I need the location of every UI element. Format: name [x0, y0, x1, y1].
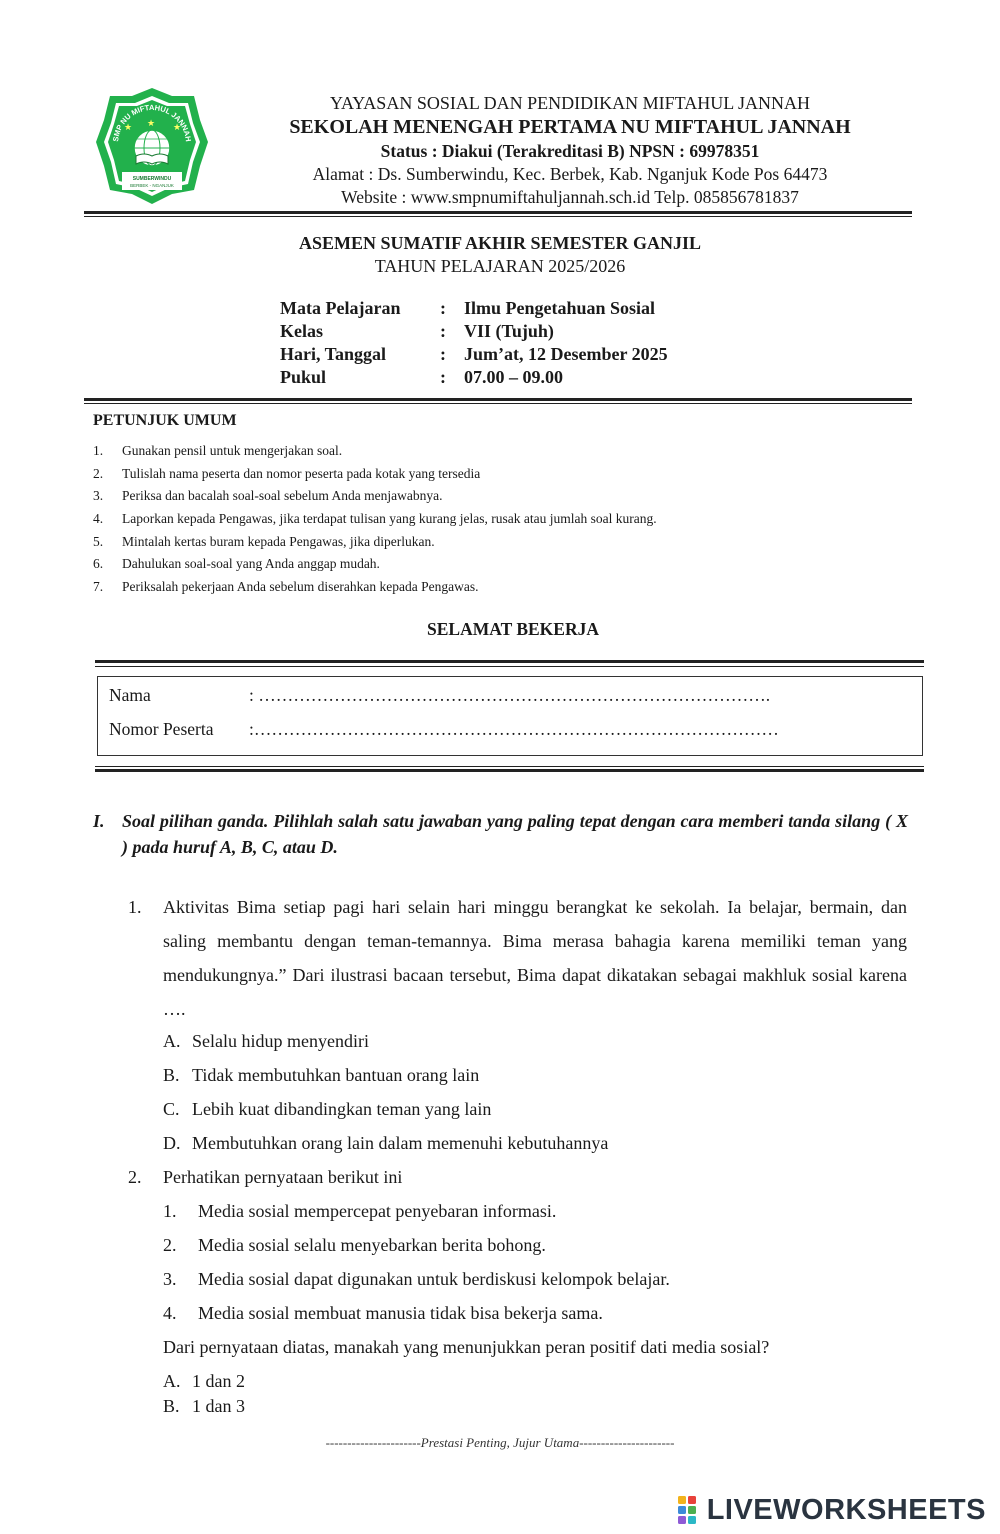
statement-item: 1. Media sosial mempercepat penyebaran informasi.: [163, 1201, 557, 1221]
info-sep: :: [440, 298, 446, 318]
answer-option[interactable]: [163, 1371, 245, 1392]
info-sep: :: [440, 344, 446, 364]
liveworksheets-watermark: [677, 1492, 986, 1528]
instruction-item: 4. Laporkan kepada Pengawas, jika terdapat tulisan yang kurang jelas, rusak atau jumlah soal kurang.: [93, 511, 657, 526]
school-status: Status : Diakui (Terakreditasi B) NPSN : 69978351: [380, 141, 760, 161]
section-title: [93, 808, 908, 860]
info-divider-thin: [84, 403, 912, 404]
statement-item: 3. Media sosial dapat digunakan untuk berdiskusi kelompok belajar.: [163, 1269, 670, 1289]
info-sep: :: [440, 321, 446, 341]
option-text: 1 dan 2: [192, 1371, 245, 1391]
option-letter[interactable]: A.: [163, 1371, 181, 1391]
option-letter[interactable]: B.: [163, 1065, 180, 1085]
info-subject: [280, 298, 655, 319]
answer-option[interactable]: [163, 1099, 491, 1120]
info-value: VII (Tujuh): [464, 321, 554, 341]
box-bottom-rule: [95, 769, 924, 772]
school-seal-logo: [96, 86, 208, 206]
option-text: Selalu hidup menyendiri: [192, 1031, 369, 1051]
option-text: Membutuhkan orang lain dalam memenuhi kebutuhannya: [192, 1133, 609, 1153]
instruction-item: 5. Mintalah kertas buram kepada Pengawas, jika diperlukan.: [93, 534, 435, 549]
option-text: 1 dan 3: [192, 1396, 245, 1416]
info-divider: [84, 398, 912, 401]
closing-text: SELAMAT BEKERJA: [427, 619, 599, 639]
instruction-item: 1. Gunakan pensil untuk mengerjakan soal.: [93, 443, 343, 458]
logo-top-text: SMP NU MIFTAHUL JANNAH: [111, 102, 193, 143]
info-date: [280, 344, 668, 365]
header-divider-thin: [84, 216, 912, 217]
section-instruction: Soal pilihan ganda. Pilihlah salah satu jawaban yang paling tepat dengan cara memberi tanda silang ( X ) pada huruf A, B, C, atau D.: [122, 811, 908, 857]
instruction-item: 3. Periksa dan bacalah soal-soal sebelum Anda menjawabnya.: [93, 488, 443, 503]
name-field[interactable]: : …………………………………………………………………………….: [249, 685, 771, 705]
foundation-name: YAYASAN SOSIAL DAN PENDIDIKAN MIFTAHUL JANNAH: [329, 93, 811, 113]
participant-number-label: Nomor Peserta: [109, 719, 214, 739]
name-row[interactable]: [109, 685, 770, 706]
info-class: [280, 321, 554, 342]
option-text: Lebih kuat dibandingkan teman yang lain: [192, 1099, 492, 1119]
instruction-item: 2. Tulislah nama peserta dan nomor peserta pada kotak yang tersedia: [93, 466, 481, 481]
school-website: Website : www.smpnumiftahuljannah.sch.id Telp. 085856781837: [341, 187, 799, 207]
header-divider: [84, 211, 912, 214]
option-letter[interactable]: C.: [163, 1099, 180, 1119]
exam-title: ASEMEN SUMATIF AKHIR SEMESTER GANJIL: [298, 233, 702, 253]
instruction-item: 6. Dahulukan soal-soal yang Anda anggap mudah.: [93, 556, 380, 571]
svg-text:★: ★: [147, 119, 156, 129]
logo-bottom-text-1: SUMBERWINDU: [132, 176, 172, 182]
info-value: Ilmu Pengetahuan Sosial: [464, 298, 656, 318]
info-label: Hari, Tanggal: [280, 344, 387, 364]
box-top-rule: [95, 660, 924, 663]
question-prompt: Dari pernyataan diatas, manakah yang menunjukkan peran positif dati media sosial?: [163, 1337, 770, 1357]
school-name: SEKOLAH MENENGAH PERTAMA NU MIFTAHUL JANNAH: [289, 116, 851, 138]
participant-number-field[interactable]: :………………………………………………………………………………: [249, 719, 779, 739]
info-time: [280, 367, 563, 388]
answer-option[interactable]: [163, 1133, 608, 1154]
answer-option[interactable]: [163, 1396, 245, 1417]
instructions-title: PETUNJUK UMUM: [93, 412, 237, 429]
box-bottom-rule-thin: [95, 766, 924, 767]
instruction-item: 7. Periksalah pekerjaan Anda sebelum diserahkan kepada Pengawas.: [93, 579, 479, 594]
info-label: Pukul: [280, 367, 327, 387]
question-text: Perhatikan pernyataan berikut ini: [163, 1167, 403, 1187]
exam-year: TAHUN PELAJARAN 2025/2026: [374, 256, 626, 276]
watermark-text: LIVEWORKSHEETS: [706, 1493, 986, 1526]
statement-item: 4. Media sosial membuat manusia tidak bisa bekerja sama.: [163, 1303, 603, 1323]
logo-bottom-text-2: BERBEK - NGANJUK: [130, 183, 174, 188]
option-text: Tidak membutuhkan bantuan orang lain: [192, 1065, 480, 1085]
participant-number-row[interactable]: [109, 719, 779, 740]
info-value: Jum’at, 12 Desember 2025: [464, 344, 668, 364]
info-sep: :: [440, 367, 446, 387]
info-label: Kelas: [280, 321, 323, 341]
box-top-rule-thin: [95, 666, 924, 667]
option-letter[interactable]: D.: [163, 1133, 181, 1153]
question-text: Aktivitas Bima setiap pagi hari selain hari minggu berangkat ke sekolah. Ia belajar, bermain, dan saling membantu dengan teman-temannya. Bima merasa bahagia karena memiliki teman yang mendukungnya.” Dari ilustrasi bacaan tersebut, Bima dapat dikatakan sebagai makhluk sosial karena ….: [163, 897, 907, 1019]
section-number: I.: [93, 811, 105, 831]
option-letter[interactable]: A.: [163, 1031, 181, 1051]
page-footer: ----------------------Prestasi Penting, Jujur Utama----------------------: [325, 1435, 675, 1450]
question-number: 2.: [128, 1167, 142, 1187]
answer-option[interactable]: [163, 1031, 369, 1052]
school-address: Alamat : Ds. Sumberwindu, Kec. Berbek, Kab. Nganjuk Kode Pos 64473: [312, 164, 828, 184]
name-label: Nama: [109, 685, 151, 705]
option-letter[interactable]: B.: [163, 1396, 180, 1416]
svg-text:★: ★: [173, 123, 182, 133]
answer-option[interactable]: [163, 1065, 479, 1086]
info-value: 07.00 – 09.00: [464, 367, 563, 387]
statement-item: 2. Media sosial selalu menyebarkan berita bohong.: [163, 1235, 546, 1255]
liveworksheets-logo-icon: [677, 1495, 707, 1525]
svg-text:★: ★: [124, 123, 133, 133]
info-label: Mata Pelajaran: [280, 298, 401, 318]
question-number: 1.: [128, 897, 142, 917]
